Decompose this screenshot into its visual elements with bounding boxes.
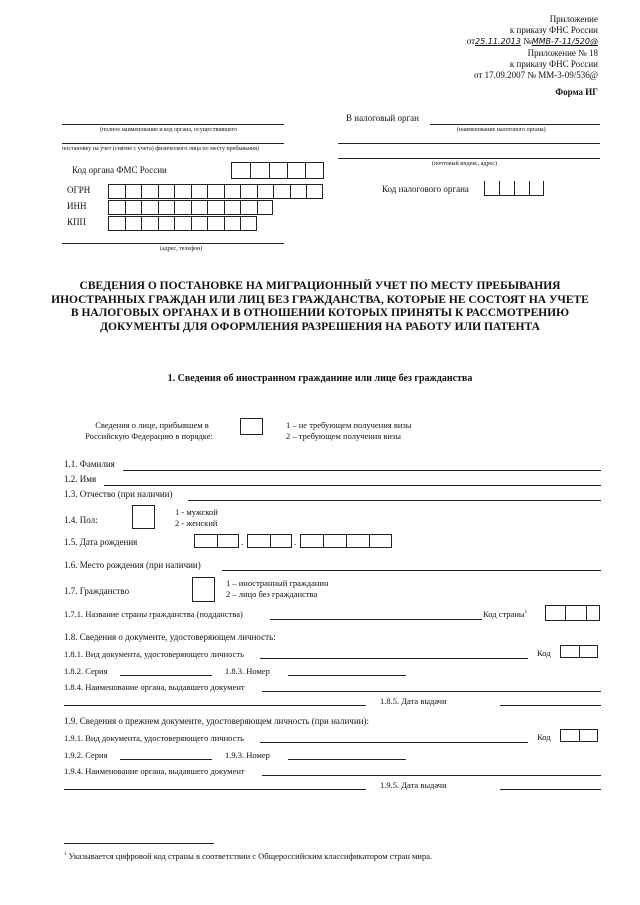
birth-place-field[interactable] — [222, 570, 601, 571]
id-doc-code-boxes[interactable] — [560, 645, 598, 658]
inn-boxes[interactable] — [108, 200, 273, 215]
id-doc-type-label: 1.8.1. Вид документа, удостоверяющего личность — [64, 649, 244, 659]
country-code-boxes[interactable] — [545, 605, 600, 621]
handwritten-number: ММВ-7-11/520@ — [531, 37, 598, 46]
header-appendix: Приложение — [549, 14, 598, 24]
id-series-label: 1.8.2. Серия — [64, 666, 108, 676]
fms-code-boxes[interactable] — [231, 162, 324, 179]
id-series-field[interactable] — [120, 675, 212, 676]
caption-fms-name: (полное наименование и код органа, осуществившего — [100, 127, 237, 133]
sex-opt-2: 2 - женский — [175, 518, 218, 528]
patronymic-field[interactable] — [188, 500, 601, 501]
tax-authority-label: В налоговый орган — [346, 113, 419, 123]
no-prefix: № — [523, 36, 532, 46]
header-order-2: к приказу ФНС России — [509, 59, 598, 69]
country-field[interactable] — [270, 619, 482, 620]
section-1-heading: 1. Сведения об иностранном гражданине или лице без гражданства — [167, 373, 473, 384]
id-issuer-label: 1.8.4. Наименование органа, выдавшего документ — [64, 682, 245, 692]
arrival-label-1: Сведения о лице, прибывшем в — [95, 420, 209, 430]
citizenship-opt-2: 2 – лицо без гражданства — [226, 589, 318, 599]
id-issue-date-label: 1.8.5. Дата выдачи — [380, 696, 447, 706]
tax-code-label: Код налогового органа — [382, 184, 469, 194]
prev-doc-type-label: 1.9.1. Вид документа, удостоверяющего личность — [64, 733, 244, 743]
birth-date-label: 1.5. Дата рождения — [64, 537, 138, 547]
patronymic-label: 1.3. Отчество (при наличии) — [64, 489, 173, 499]
birth-day-boxes[interactable] — [194, 534, 239, 548]
prev-doc-code-boxes[interactable] — [560, 729, 598, 742]
arrival-label-2: Российскую Федерацию в порядке: — [85, 431, 213, 441]
prev-doc-code-label: Код — [537, 732, 551, 742]
sex-box[interactable] — [132, 505, 155, 529]
country-label: 1.7.1. Название страны гражданства (подданства) — [64, 609, 243, 619]
prev-issuer-label: 1.9.4. Наименование органа, выдавшего документ — [64, 766, 245, 776]
id-doc-code-label: Код — [537, 648, 551, 658]
birth-month-boxes[interactable] — [247, 534, 292, 548]
arrival-opt-2: 2 – требующем получения визы — [286, 431, 402, 441]
arrival-box[interactable] — [240, 418, 263, 435]
date-dot: . — [241, 537, 244, 547]
header-order-date: от 17.09.2007 № ММ-3-09/536@ — [474, 70, 598, 80]
ogrn-label: ОГРН — [67, 185, 91, 195]
caption-tax-authority: (наименование налогового органа) — [457, 127, 546, 133]
prev-issue-date-label: 1.9.5. Дата выдачи — [380, 780, 447, 790]
prev-number-label: 1.9.3. Номер — [225, 750, 270, 760]
footnote — [64, 851, 432, 861]
surname-label: 1.1. Фамилия — [64, 459, 115, 469]
date-dot: . — [294, 537, 297, 547]
caption-postal: (почтовый индекс, адрес) — [432, 161, 497, 167]
citizenship-label: 1.7. Гражданство — [64, 586, 130, 596]
name-field[interactable] — [104, 485, 601, 486]
kpp-boxes[interactable] — [108, 216, 257, 231]
prev-series-label: 1.9.2. Серия — [64, 750, 108, 760]
handwritten-date: 25.11.2013 — [475, 37, 521, 46]
title-line: В НАЛОГОВЫХ ОРГАНАХ И В ОТНОШЕНИИ КОТОРЫХ ПРИНЯТЫ К РАССМОТРЕНИЮ — [70, 307, 570, 319]
citizenship-box[interactable] — [192, 577, 215, 602]
prev-doc-heading: 1.9. Сведения о прежнем документе, удостоверяющем личность (при наличии): — [64, 716, 369, 726]
title-line: ДОКУМЕНТЫ ДЛЯ ОФОРМЛЕНИЯ РАЗРЕШЕНИЯ НА РАБОТУ ИЛИ ПАТЕНТА — [100, 320, 540, 333]
name-label: 1.2. Имя — [64, 474, 97, 484]
footnote-text: Указывается цифровой код страны в соответствии с Общероссийским классификатором стран мира. — [68, 851, 433, 861]
id-doc-heading: 1.8. Сведения о документе, удостоверяющем личность: — [64, 632, 276, 642]
prev-issuer-field[interactable] — [262, 775, 601, 776]
prev-issue-date-field[interactable] — [500, 789, 601, 790]
footnote-mark: 1 — [64, 852, 67, 858]
birth-year-boxes[interactable] — [300, 534, 392, 548]
id-number-label: 1.8.3. Номер — [225, 666, 270, 676]
ogrn-boxes[interactable] — [108, 184, 323, 199]
prev-series-field[interactable] — [120, 759, 212, 760]
header-order: к приказу ФНС России — [509, 25, 598, 35]
id-issue-date-field[interactable] — [500, 705, 601, 706]
caption-registration: постановку на учет (снятие с учета) физического лица по месту пребывания) — [62, 146, 260, 152]
inn-label: ИНН — [67, 201, 87, 211]
caption-address-phone: (адрес, телефон) — [160, 246, 203, 252]
citizenship-opt-1: 1 – иностранный гражданин — [226, 578, 329, 588]
document-title — [40, 280, 600, 334]
tax-code-boxes[interactable] — [484, 181, 544, 196]
arrival-opt-1: 1 – не требующем получения визы — [286, 420, 412, 430]
title-line: СВЕДЕНИЯ О ПОСТАНОВКЕ НА МИГРАЦИОННЫЙ УЧЕТ ПО МЕСТУ ПРЕБЫВАНИЯ — [79, 280, 561, 292]
country-code-label — [483, 609, 527, 619]
header-appendix-18: Приложение № 18 — [527, 48, 598, 58]
country-code-text: Код страны — [483, 609, 525, 619]
prev-doc-type-field[interactable] — [260, 742, 528, 743]
id-number-field[interactable] — [288, 675, 406, 676]
title-line: ИНОСТРАННЫХ ГРАЖДАН ИЛИ ЛИЦ БЕЗ ГРАЖДАНСТВА, КОТОРЫЕ НЕ СОСТОЯТ НА УЧЕТЕ — [51, 293, 589, 306]
prev-number-field[interactable] — [288, 759, 406, 760]
id-doc-type-field[interactable] — [260, 658, 528, 659]
form-name: Форма ИГ — [555, 87, 598, 97]
kpp-label: КПП — [67, 217, 87, 227]
birth-place-label: 1.6. Место рождения (при наличии) — [64, 560, 201, 570]
id-issuer-field[interactable] — [262, 691, 601, 692]
tax-authority-line[interactable] — [430, 124, 600, 125]
from-prefix: от — [466, 36, 476, 46]
footnote-divider — [64, 843, 214, 844]
fms-code-label: Код органа ФМС России — [72, 165, 167, 175]
footnote-ref: 1 — [524, 610, 528, 616]
sex-label: 1.4. Пол: — [64, 515, 98, 525]
postal-address-line[interactable] — [338, 158, 600, 159]
sex-opt-1: 1 - мужской — [175, 507, 218, 517]
surname-field[interactable] — [123, 470, 601, 471]
header-order-ref — [467, 36, 598, 46]
